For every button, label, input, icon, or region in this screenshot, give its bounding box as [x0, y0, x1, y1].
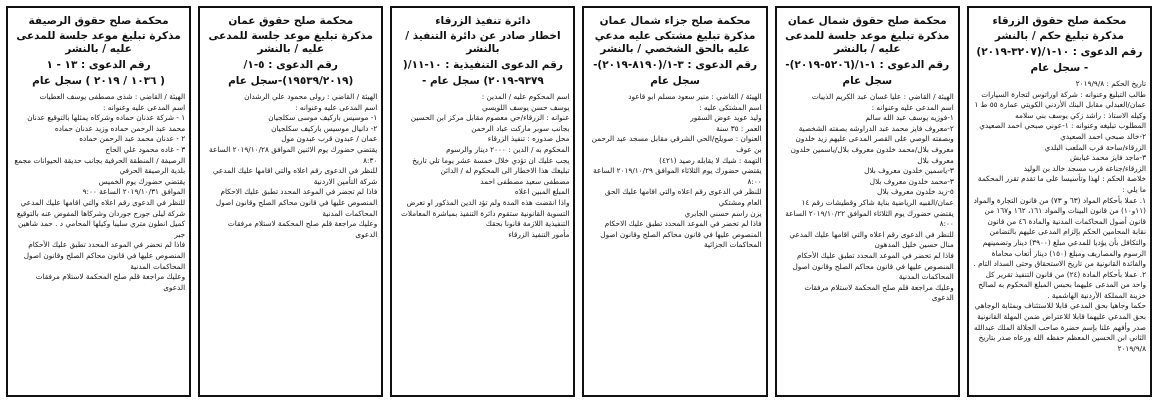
notice-header	[396, 11, 569, 88]
notice-subject: مذكرة تبليغ موعد جلسة للمدعى عليه / بالنشر	[785, 30, 950, 55]
notice-header	[204, 11, 377, 88]
notice-header	[588, 11, 761, 88]
body-line: وعليك مراجعة قلم صلح المحكمة لاستلام مرفقات الدعوى	[804, 282, 954, 303]
body-line: الهيئة / القاضي : عليا غسان عبد الكريم الذيبات	[811, 92, 954, 101]
court-name: محكمة صلح حقوق عمان	[228, 15, 354, 27]
body-line: المطلوب تبليغه وعنوانه : ١-عوني صبحي احمد الصعيدي	[979, 121, 1146, 131]
notice-box	[775, 6, 960, 397]
notice-box	[582, 6, 767, 397]
body-line: يقتضي حضورك يوم الثلاثاء الموافق ٢٠١٩/١٠/٢٢ الساعة ٨:٠٠	[785, 208, 954, 229]
court-name: محكمة صلح حقوق شمال عمان	[787, 15, 947, 27]
body-line: ٢-معروف فايز محمد عبد الدراوشه بصفته الشخصية وبصفته الوصي على القصر المدعى عليهم زيد خلدون معروف بلال/محمد خلدون معروف بلال/ياسمين خلدون معروف بلال	[790, 123, 954, 165]
body-line: الزرقاء/جناعه قرب مسجد خالد بن الوليد	[1023, 163, 1146, 173]
notice-header	[781, 11, 954, 88]
body-line: الهيئة / القاضي : منير سعود مسلم ابو قاعود	[628, 92, 762, 101]
case-number-line: سجل عام	[650, 75, 700, 87]
body-line: للنظر في الدعوى رقم اعلاه والتي اقامها عليك الحق العام ومشتكي	[604, 187, 762, 207]
body-line: اسم المدعى عليه وعنوانه :	[871, 102, 954, 112]
body-line: الموافق ٢٠١٩/١٠/٣١ الساعة ٩:٠٠	[82, 187, 186, 197]
notice-box	[6, 6, 191, 397]
body-line: اسم المدعى عليه وعنوانه :	[102, 102, 186, 112]
body-line: اسم المشتكى عليه :	[699, 102, 762, 112]
case-number-line: رقم الدعوى التنفيذية : ١٠-١١/(	[402, 59, 563, 71]
body-line: عمان/القبيه الرياضية بناية شاكر وقطيشات رقم ١٤	[801, 197, 954, 207]
body-line: اسم المدعى عليه وعنوانه :	[295, 102, 378, 112]
body-line: للنظر في الدعوى رقم اعلاه والتي اقامها عليك المدعي	[212, 166, 378, 176]
body-line: يزن راسم حسني الجابري	[684, 208, 762, 218]
case-number-line: ( ١٠٣٦ / ٢٠١٩ ) سجل عام	[32, 75, 165, 87]
body-line: ٢ - عدنان محمد عبد الرحمن حماده	[79, 134, 186, 144]
body-line: ١- موسيس بارکیف موسی سکلجيان	[268, 113, 378, 123]
body-line: التهمة : شيك لا يقابله رصيد (٤٢١)	[659, 155, 762, 165]
body-line: للنظر في الدعوى رقم اعلاه والتي اقامها عليك المدعي	[20, 197, 186, 207]
notice-header	[973, 11, 1146, 75]
case-number-line: رقم الدعوى : ١٣ - ١	[46, 59, 151, 71]
notice-body	[12, 92, 185, 293]
body-line: محل صدوره : تنفيذ الزرقاء	[487, 134, 570, 144]
body-line: تاريخ الحكم : ٢٠١٩/٩/٨	[1075, 79, 1146, 88]
body-line: الزرقاء/ساحة قرب الملعب البلدي	[1044, 142, 1146, 152]
body-line: ٣-ماجد فايز محمد غبابش	[1070, 153, 1146, 163]
body-line: اسم المحكوم عليه / المدين :	[481, 92, 570, 101]
notice-header	[12, 11, 185, 88]
body-line: ٣-محمد خلدون معروف بلال	[869, 176, 954, 186]
court-name: دائرة تنفيذ الزرقاء	[435, 15, 531, 27]
body-line: وكيله الاستاذ : راشد زكي يوسف بني سلامه	[1015, 110, 1146, 120]
body-line: العنوان : صويلح/الحي الشرقي مقابل مسجد عبد الرحمن بن عوف	[591, 134, 762, 154]
body-line: شركة ليلى جورج جوردان وشركاها المفوض عنه بالتوقيع كميل انطون متري سليبا وكيلها المحامي د . حمد شاهين جبر	[16, 208, 186, 239]
body-line: الهيئة / القاضي : شذى مصطفى يوسف العطيات	[39, 92, 186, 101]
body-line: ٢-خالد صبحي احمد الصعيدي	[1060, 131, 1146, 141]
body-line: الهيئة / القاضي : رولى محمود علي الرشدان	[244, 92, 378, 101]
notice-subject: مذكرة تبليغ مشتكى عليه مدعي عليه بالحق الشخصي / بالنشر	[594, 30, 756, 55]
case-number-line: سجل عام	[842, 75, 893, 87]
case-number-line: رقم الدعوى : ١-١/(٥٢٠٦-٢٠١٩)-	[785, 59, 950, 71]
notice-body	[588, 92, 761, 251]
notice-box	[390, 6, 575, 397]
body-line: ٣ - غاده محمود علي الحاج	[105, 144, 186, 154]
body-line: وليد عويد عوض السقور	[690, 113, 762, 123]
body-line: مصطفى سعيد مصطفى احمد	[480, 176, 570, 186]
body-line: المبلغ المبين اعلاه	[514, 187, 570, 197]
notice-body	[781, 92, 954, 304]
notice-subject: مذكرة تبليغ حكم / بالنشر	[994, 30, 1124, 42]
body-line: ١. عملا بأحكام المواد (٦٣ و ٧٣) من قانون التجارة والمواد (١١و١٠) من قانون البينات والمواد ١٦١، ١٦٢ و١٦٧ من قانون أصول المحاكمات المدنية والمادة ٤٦ من قانون نقابة المحامين الحكم بإلزام المدعى عليهم بالتضامن والتكافل بأن يؤديا للمدعي مبلغ (٣٩٠٠) دينار وتضمينهم الرسوم والمصاريف ومبلغ (١٥٠) دينار أتعاب محاماة والفائدة القانونية من تاريخ الاستحقاق وحتى السداد التام .	[973, 195, 1146, 269]
body-line: يقتضي حضورك يوم الخميس	[98, 176, 186, 186]
body-line: حكما وجاهيا بحق المدعي قابلا للاستئناف وبمثابة الوجاهي بحق المدعي عليهما قابلا للاعتراض ضمن المهلة القانونية صدر وأفهم علنا بإسم حضرة صاحب الجلالة الملك عبدالله الثاني ابن الحسين المعظم حفظه الله ورعاه صدر بتاريخ ٢٠١٩/٩/٨	[973, 301, 1146, 353]
case-number-line: ٩٣٧٩-٢٠١٩) سجل عام -	[421, 75, 544, 87]
body-line: المحكوم به / الدين : ٢٠٠٠ دينار والرسوم	[446, 144, 570, 154]
body-line: خلاصة الحكم : لهذا وتأسيسا على ما تقدم تقرر المحكمة ما يلي :	[977, 174, 1146, 194]
body-line: يقتضي حضورك يوم الثلاثاء الموافق ٢٠١٩/١٠/٢٩ الساعة ٨:٠٠	[593, 166, 762, 186]
body-line: شركة التأمين الاردنية	[313, 176, 378, 186]
body-line: يجب عليك ان تؤدي خلال خمسة عشر يوما تلي تاريخ تبليغك هذا الاخطار الى المحكوم له / الدائن	[412, 155, 570, 176]
body-line: مأمور التنفيذ الزرقاء	[508, 229, 570, 239]
body-line: يقتضي حضورك يوم الاثنين الموافق ٢٠١٩/١٠/٢٨ الساعة ٨:٣٠	[209, 144, 378, 165]
case-number-line: رقم الدعوى : ١٠-١/(٣٢٠٧-٢٠١٩)	[976, 46, 1143, 58]
body-line: وعليك مراجعة قلم صلح المحكمة لاستلام مرفقات الدعوى	[227, 219, 378, 239]
body-line: عنوانه : الزرقاء/حي معصوم مقابل مركز ابن الحسين بجانب سوبر ماركت عباد الرحمن	[410, 113, 570, 133]
body-line: فاذا لم تحضر في الموعد المحدد تطبق عليك الاحكام المنصوص عليها في قانون محاكم الصلح وقانون اصول المحاكمات المدنية	[215, 187, 378, 218]
case-number-line: رقم الدعوى : ٣-١/(٨١٩٠-٢٠١٩)-	[593, 59, 758, 71]
notice-subject: مذكرة تبليغ موعد جلسة للمدعى عليه / بالنشر	[16, 30, 181, 55]
body-line: ٥-زيد خلدون معروف بلال	[877, 187, 954, 197]
notice-body	[204, 92, 377, 240]
body-line: عمان / عبدون قرب عبدون مول	[281, 134, 378, 144]
case-number-line: - سجل عام	[1030, 62, 1089, 74]
body-line: وعليك مراجعة قلم صلح المحكمة لاستلام مرفقات الدعوى	[35, 272, 186, 292]
case-number-line: رقم الدعوى : ٥-١/	[243, 59, 338, 71]
body-line: للنظر في الدعوى رقم اعلاه والتي اقامها عليك المدعي	[789, 229, 954, 239]
notice-subject: مذكرة تبليغ موعد جلسة للمدعى عليه / بالنشر	[208, 30, 373, 55]
body-line: فاذا لم تحضر في الموعد المحدد تطبق عليك الاحكام المنصوص عليها في قانون محاكم الصلح وقانون اصول المحاكمات الجزائية	[600, 219, 762, 250]
notice-body	[396, 92, 569, 240]
notice-subject: اخطار صادر عن دائرة التنفيذ / بالنشر	[405, 30, 561, 55]
body-line: ١ - شركة عدنان حماده وشركاه يمثلها بالتوقيع عدنان محمد عبد الرحمن حماده وزيد عدنان حماده	[27, 113, 186, 133]
body-line: ٢- دانيال موسيس باركيف سكلجيان	[271, 123, 378, 133]
body-line: منال حسين خليل المدهون	[874, 240, 954, 250]
body-line: الرصيفة / المنطقة الحرفية بجانب حديقة الحيوانات مجمع بلدية الرصيفة الحرفي	[14, 155, 186, 176]
body-line: ٢. عملا بأحكام المادة (٢٤) من قانون التنفيذ تقرير كل واحد من المدعى عليهما بحبس المبلغ المحكوم به لصالح خزينة المملكة الأردنية الهاشمية .	[978, 269, 1146, 300]
body-line: العمر : ٣٥ سنة	[716, 123, 762, 133]
body-line: طالب التبليغ وعنوانه : شركة اوراتوس لتجارة السيارات عمان/العبدلي مقابل البنك الأردني الكويتي عمارة ٥٥ ط ١	[974, 89, 1146, 110]
court-name: محكمة صلح حقوق الرصيفة	[28, 15, 169, 27]
body-line: فاذا لم تحضر في الموعد المحدد تطبق عليك الأحكام المنصوص عليها في قانون محاكم الصلح وقانون اصول المحاكمات المدنية	[792, 250, 954, 282]
notice-body	[973, 79, 1146, 354]
body-line: ٣-ياسمين خلدون معروف بلال	[864, 166, 954, 176]
body-line: واذا انقضت هذه المدة ولم تؤد الدين المذكور او تعرض التسوية القانونية ستقوم دائرة التنفيذ بمباشرة المعاملات التنفيذية اللازمة قانونا بحقك	[400, 197, 570, 229]
body-line: فاذا لم تحضر في الموعد المحدد تطبق عليك الأحكام المنصوص عليها في قانون محاكم الصلح وقانون اصول المحاكمات المدنية	[23, 240, 186, 271]
court-name: محكمة صلح حقوق الزرقاء	[992, 15, 1127, 27]
body-line: ١-فوزيه يوسف عبد الله سالم	[865, 113, 954, 123]
court-name: محكمة صلح جزاء شمال عمان	[599, 15, 751, 27]
case-number-line: (١٩٥٣٩/٢٠١٩)-سجل عام	[228, 75, 354, 87]
notice-box	[967, 6, 1152, 397]
notice-box	[198, 6, 383, 397]
body-line: يوسف حسن يوسف اللويسي	[481, 102, 570, 112]
